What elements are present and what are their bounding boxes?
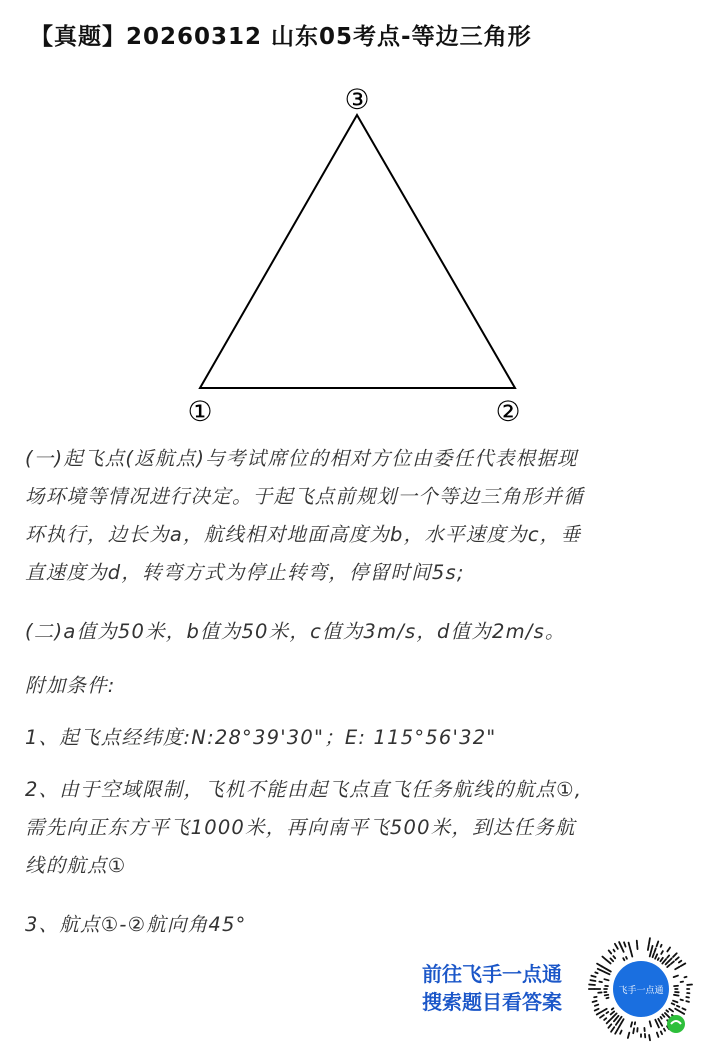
promo-line-1: 前往飞手一点通 bbox=[422, 962, 562, 986]
vertex-label-2: ② bbox=[495, 395, 521, 428]
qr-center-text: 飞手一点通 bbox=[618, 986, 664, 996]
promo-line-2: 搜索题目看答案 bbox=[422, 990, 562, 1014]
paragraph-3 bbox=[25, 667, 687, 705]
triangle-diagram bbox=[0, 80, 707, 430]
text-line: 1、起飞点经纬度:N:28°39'30"；E: 115°56'32" bbox=[25, 726, 497, 749]
text-line: 附加条件: bbox=[25, 674, 116, 697]
text-line: 3、航点①-②航向角45° bbox=[25, 913, 247, 936]
text-line: 场环境等情况进行决定。于起飞点前规划一个等边三角形并循 bbox=[25, 485, 584, 508]
equilateral-triangle bbox=[200, 115, 515, 388]
paragraph-5 bbox=[25, 771, 687, 885]
vertex-label-3: ③ bbox=[344, 83, 370, 116]
paragraph-1 bbox=[25, 440, 687, 592]
text-line: 2、由于空域限制，飞机不能由起飞点直飞任务航线的航点①, bbox=[25, 778, 583, 801]
vertex-label-1: ① bbox=[187, 395, 213, 428]
paragraph-2 bbox=[25, 613, 687, 651]
text-line: 需先向正东方平飞1000米，再向南平飞500米，到达任务航 bbox=[25, 816, 576, 839]
mini-program-code[interactable] bbox=[588, 936, 694, 1042]
text-line: 直速度为d，转弯方式为停止转弯，停留时间5s; bbox=[25, 561, 465, 584]
text-line: 环执行，边长为a，航线相对地面高度为b，水平速度为c，垂 bbox=[25, 523, 582, 546]
text-line: 线的航点① bbox=[25, 854, 127, 877]
page-title: 【真题】20260312 山东05考点-等边三角形 bbox=[30, 24, 532, 50]
text-line: (一)起飞点(返航点)与考试席位的相对方位由委任代表根据现 bbox=[25, 447, 578, 470]
text-line: (二)a值为50米，b值为50米，c值为3m/s，d值为2m/s。 bbox=[25, 620, 566, 643]
paragraph-4 bbox=[25, 719, 687, 757]
promo-text[interactable] bbox=[422, 960, 562, 1016]
wechat-badge-icon bbox=[667, 1015, 685, 1033]
